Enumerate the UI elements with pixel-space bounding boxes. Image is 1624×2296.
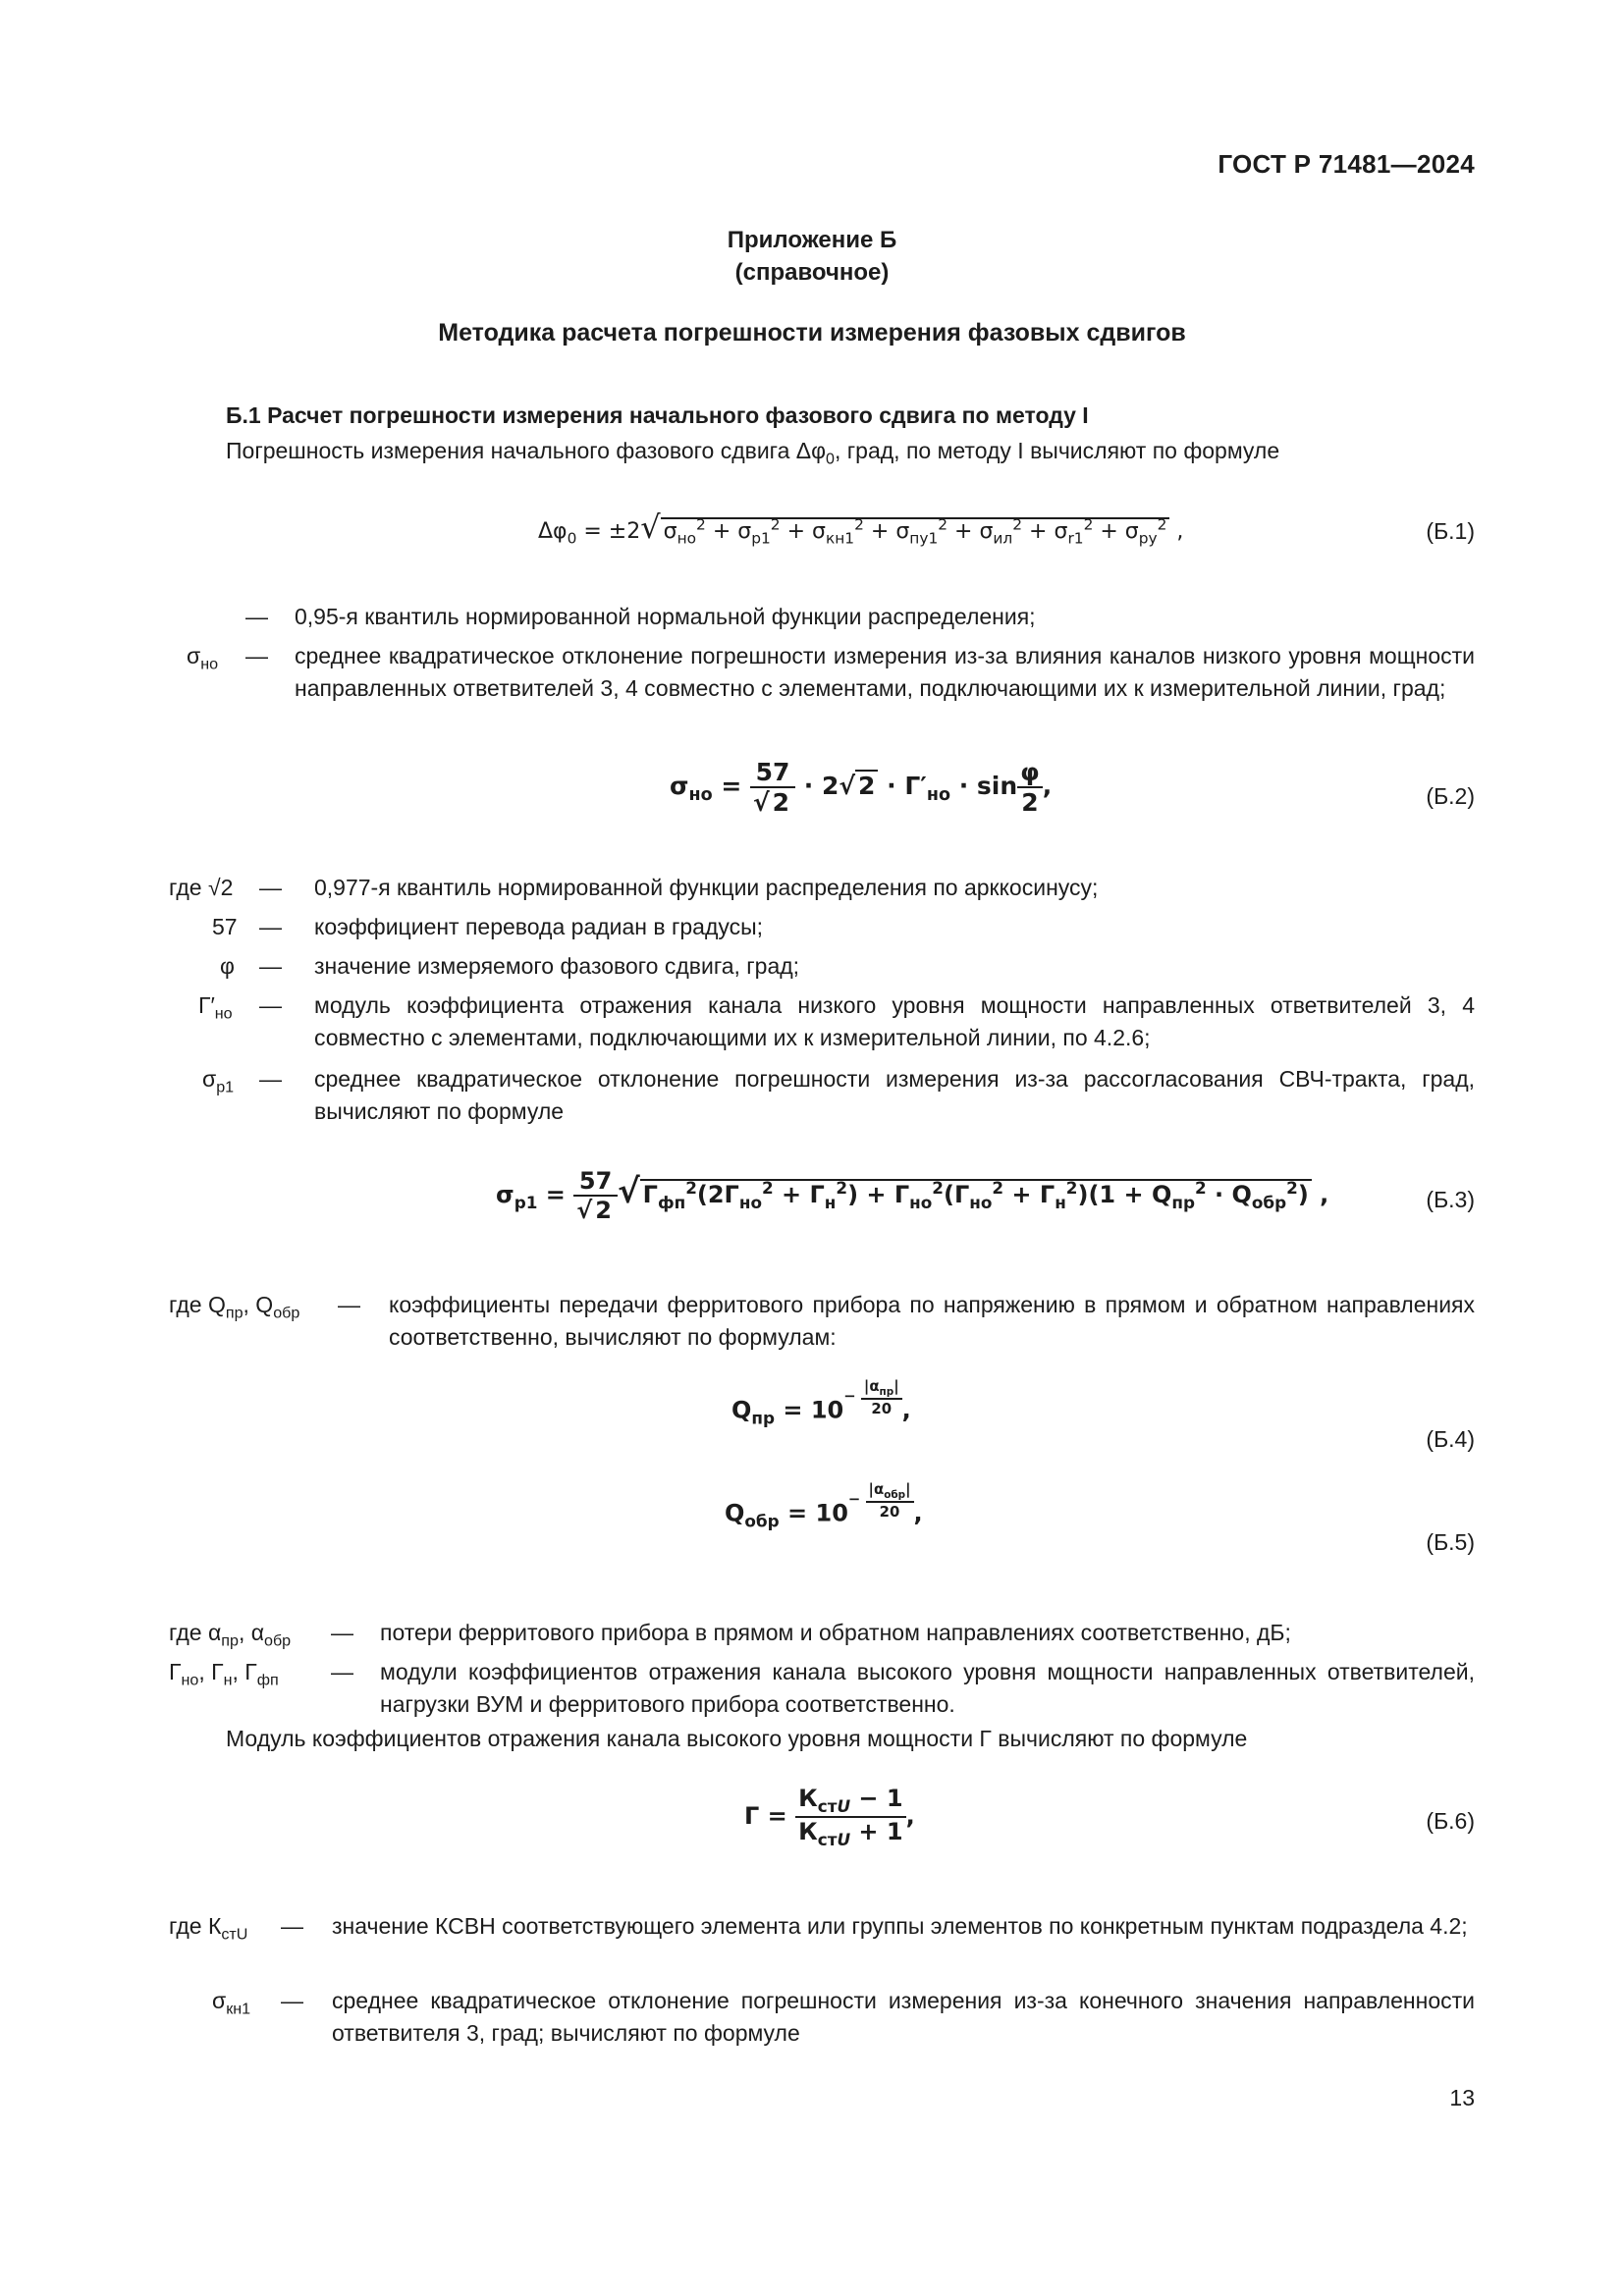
equation-number-b1: (Б.1) [1426,518,1475,544]
equation-number-b2: (Б.2) [1426,783,1475,809]
equation-number-b6: (Б.6) [1426,1808,1475,1834]
main-title: Методика расчета погрешности измерения фазовых сдвигов [438,319,1186,347]
definitions-block-3: где $Q_{пр}$, $Q_{обр}$ — коэффициенты передачи ферритового прибора по напряжению в прямом и обратном направлениях соответственно, вычисляют по формулам: [169,1292,1475,1350]
formula-b3: $\sigma_{р1}$ = $\frac{57}{√ 2}$ √ $Г_{фп}^2(2Г_{но}^2 + Г_н^2) + Г_{но}^2(Г_{но}^2 + Г_н^2)(1 + Q_{пр}^2 \cdot Q_{обр}^2)$ , [496,1167,1329,1224]
appendix-title: Приложение Б [727,227,897,253]
formula-b4: $Q_{пр} = 10^{- \frac{|\alpha_{пр}|}{20}}$ , [731,1377,911,1428]
definitions-block-5: где $К_{стU}$ — значение КСВН соответствующего элемента или группы элементов по конкретным пунктам подраздела 4.2; $\sigma_{кн1}$ — среднее квадратическое отклонение погрешности измерения из-за конечного значения направленности ответвителя 3, град; вычисляют по формуле [169,1913,1475,2046]
appendix-status: (справочное) [734,259,890,286]
formula-b6: Г = $\frac{К_{стU} - 1}{К_{стU} + 1}$ , [744,1785,915,1849]
equation-b5 [0,1482,1624,1561]
document-header-id: ГОСТ Р 71481—2024 [1218,149,1475,179]
appendix-heading [0,224,1624,289]
equation-number-b3: (Б.3) [1426,1187,1475,1212]
equation-b6 [0,1785,1624,1863]
equation-b2 [0,756,1624,834]
formula-b2: $\sigma_{но}$ = $\frac{57}{√ 2}$ · 2√ $2 \cdot Г'_{но} \cdot \sin$ $\frac{\varphi}{2}$ , [670,758,1053,817]
section-intro: Погрешность измерения начального фазового сдвига $\Delta\varphi_0$, град, по методу I вычисляют по формуле [226,438,1280,468]
formula-b1: $\Delta\varphi_0 = \pm 2√$ $\sigma_{но}^2 + \sigma_{р1}^2 + \sigma_{кн1}^2 + \sigma_{пу1}^2 + \sigma_{ил}^2 + \sigma_{r1}^2 + \sigma_{ру}^2$ , [538,508,1184,548]
equation-number-b4: (Б.4) [1426,1426,1475,1452]
equation-b4 [0,1379,1624,1458]
equation-b1 [0,501,1624,560]
definitions-block-2: где √2 — 0,977-я квантиль нормированной функции распределения по арккосинусу; 57 — коэффициент перевода радиан в градусы; φ — значение измеряемого фазового сдвига, град; $Г'_{но}$ — модуль коэффициента отражения канала низкого уровня мощности направленных ответвителей 3, 4 совместно с элементами, подключающими их к измерительной линии, по 4.2.6; $\sigma_{р1}$ — среднее квадратическое отклонение погрешности измерения из-за рассогласования СВЧ-тракта, град, вычисляют по формуле [169,875,1475,1124]
section-heading-b1: Б.1 Расчет погрешности измерения начального фазового сдвига по методу I [226,402,1089,428]
gamma-intro: Модуль коэффициентов отражения канала высокого уровня мощности Г вычисляют по формуле [226,1726,1248,1751]
equation-b3 [0,1163,1624,1242]
equation-number-b5: (Б.5) [1426,1529,1475,1555]
formula-b5: $Q_{обр} = 10^{- \frac{|\alpha_{обр}|}{20}}$ , [725,1480,923,1531]
page-number: 13 [1449,2085,1475,2110]
definitions-block-4: где $\alpha_{пр}$, $\alpha_{обр}$ — потери ферритового прибора в прямом и обратном направлениях соответственно, дБ; $Г_{но}$, $Г_н$, $Г_{фп}$ — модули коэффициентов отражения канала высокого уровня мощности направленных ответвителей, нагрузки ВУМ и ферритового прибора соответственно. [169,1620,1475,1717]
definitions-block-1: — 0,95-я квантиль нормированной нормальной функции распределения; $\sigma_{но}$ — среднее квадратическое отклонение погрешности измерения из-за влияния каналов низкого уровня мощности направленных ответвителей 3, 4 совместно с элементами, подключающими их к измерительной линии, град; [187,604,1475,701]
